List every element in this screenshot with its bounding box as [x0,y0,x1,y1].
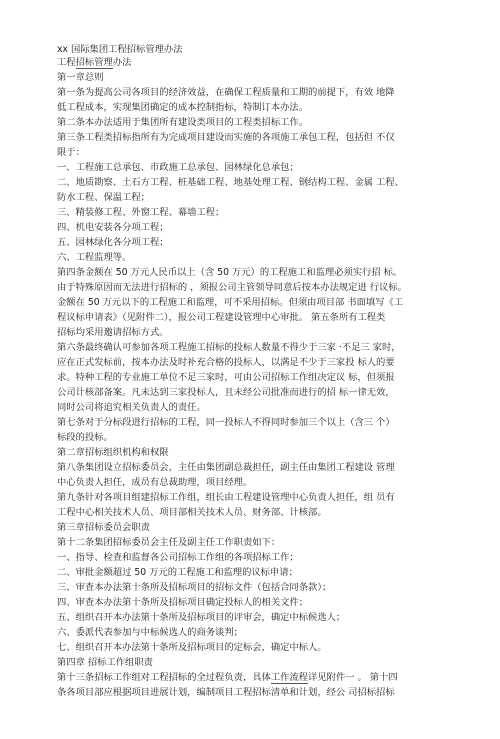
text-line: 四、审查本办法第十条所及招标项目确定投标人的相关文件； [57,597,309,608]
subtitle-pre: 工程 [57,57,76,68]
text-line: 七、组织召开本办法第十条所及招标项目的定标会，确定中标人。 [57,642,327,653]
text-line: 第一条为提高公司各项目的经济效益，在确保工程质量和工期的前提下，有效 地降 [57,87,395,98]
text-line: 公司计核部备案。凡未达到三家投标人，且未经公司批准而进行的招 标一律无效， [57,387,395,398]
text-segment: 详见附件一 。 第十四 [308,672,398,683]
chapter-heading-2: 第二章招标组织机构和权限 [57,447,169,458]
text-line: 六、委派代表参加与中标候选人的商务谈判； [57,627,243,638]
text-line: 中心负责人担任，成员有总裁助理，项目经理。 [57,477,253,488]
text-line: 第八条集团设立招标委员会，主任由集团副总裁担任，副主任由集团工程建设 管理 [57,462,395,473]
text-line: 二、地质勘察、土石方工程、桩基础工程、地基处理工程、钢结构工程、金属 工程、 [57,177,404,188]
text-line: 应在正式发标前，按本办法及时补充合格的投标人，以满足不少于三家投 标人的要 [57,357,395,368]
text-line: 四、机电安装各分项工程； [57,222,169,233]
text-line: 限于： [57,147,85,158]
text-line: 低工程成本，实现集团确定的成本控制指标，特制订本办法。 [57,102,309,113]
text-line: 二、审批金额超过 50 万元的工程施工和监理的议标申请； [57,567,298,578]
document-subtitle [57,57,131,69]
text-line: 第二条本办法适用于集团所有建设类项目的工程类招标工作。 [57,117,309,128]
text-line: 标段的投标。 [57,432,113,443]
text-line: 第三条工程类招标指所有为完成项目建设而实施的各项施工承包工程，包括但 不仅 [57,132,395,143]
text-line: 第七条对于分标段进行招标的工程，同一投标人不得同时参加三个以上（含三 个） [57,417,395,428]
document-title: xx 国际集团工程招标管理办法 [57,44,183,55]
text-line: 第四条金额在 50 万元人民币以上（含 50 万元）的工程施工和监理必须实行招 标。 [57,267,403,278]
text-line: 第六条最终确认可参加各项工程施工招标的投标人数量不得少于三家 ·不足三 家时， [57,342,401,353]
text-segment: 第十三条招标工作组对工程招标的全过程负责，具体 [57,672,271,683]
text-line: 招标均采用邀请招标方式。 [57,327,169,338]
text-line: 求。特种工程的专业施工单位不足三家时，可由公司招标工作组决定议 标，但须报 [57,372,395,383]
text-line: 五、组织召开本办法第十条所及招标项目的评审会，确定中标候选人； [57,612,346,623]
text-line: 程议标申请表》（见附件二），报公司工程建设管理中心审批。 第五条所有工程类 [57,312,386,323]
text-line: 工程中心相关技术人员、项目部相关技术人员、财务部、计核部。 [57,507,327,518]
text-line: 由于特殊原因而无法进行招标的 ，须报公司主管领导同意后按本办法规定进 行议标。 [57,282,407,293]
text-line: 条各项目部应根据项目进展计划，编制项目工程招标清单和计划，经公 司招标招标 [57,687,395,698]
text-line: 六、工程监理等。 [57,252,132,263]
chapter-heading-4: 第四章 招标工作组职责 [57,657,153,668]
text-line: 一、工程施工总承包、市政施工总承包、园林绿化总承包； [57,162,299,173]
chapter-heading-3: 第三章招标委员会职责 [57,522,150,533]
text-line: 三、精装修工程、外窗工程、幕墙工程； [57,207,225,218]
text-line: 第十二条集团招标委员会主任及副主任工作职责如下： [57,537,281,548]
text-line: 金额在 50 万元以下的工程施工和监理，可不采用招标。但须由项目部 书面填写《工 [57,297,404,308]
text-line: 一、指导、检查和监督各公司招标工作组的各项招标工作； [57,552,299,563]
subtitle-link[interactable]: 招标管理 [75,57,113,68]
text-line: 第九条针对各项目组建招标工作组，组长由工程建设管理中心负责人担任，组 员有 [57,492,395,503]
chapter-heading-1: 第一章总则 [57,72,104,83]
text-line: 五、园林绿化各分项工程； [57,237,169,248]
text-line [57,672,398,684]
subtitle-post: 办法 [112,57,132,68]
workflow-link[interactable]: 工作流程 [270,672,309,683]
text-line: 同时公司将追究相关负责人的责任。 [57,402,206,413]
text-line: 三、审查本办法第十条所及招标项目的招标文件（包括合同条款）； [57,582,332,593]
text-line: 防水工程、保温工程； [57,192,150,203]
